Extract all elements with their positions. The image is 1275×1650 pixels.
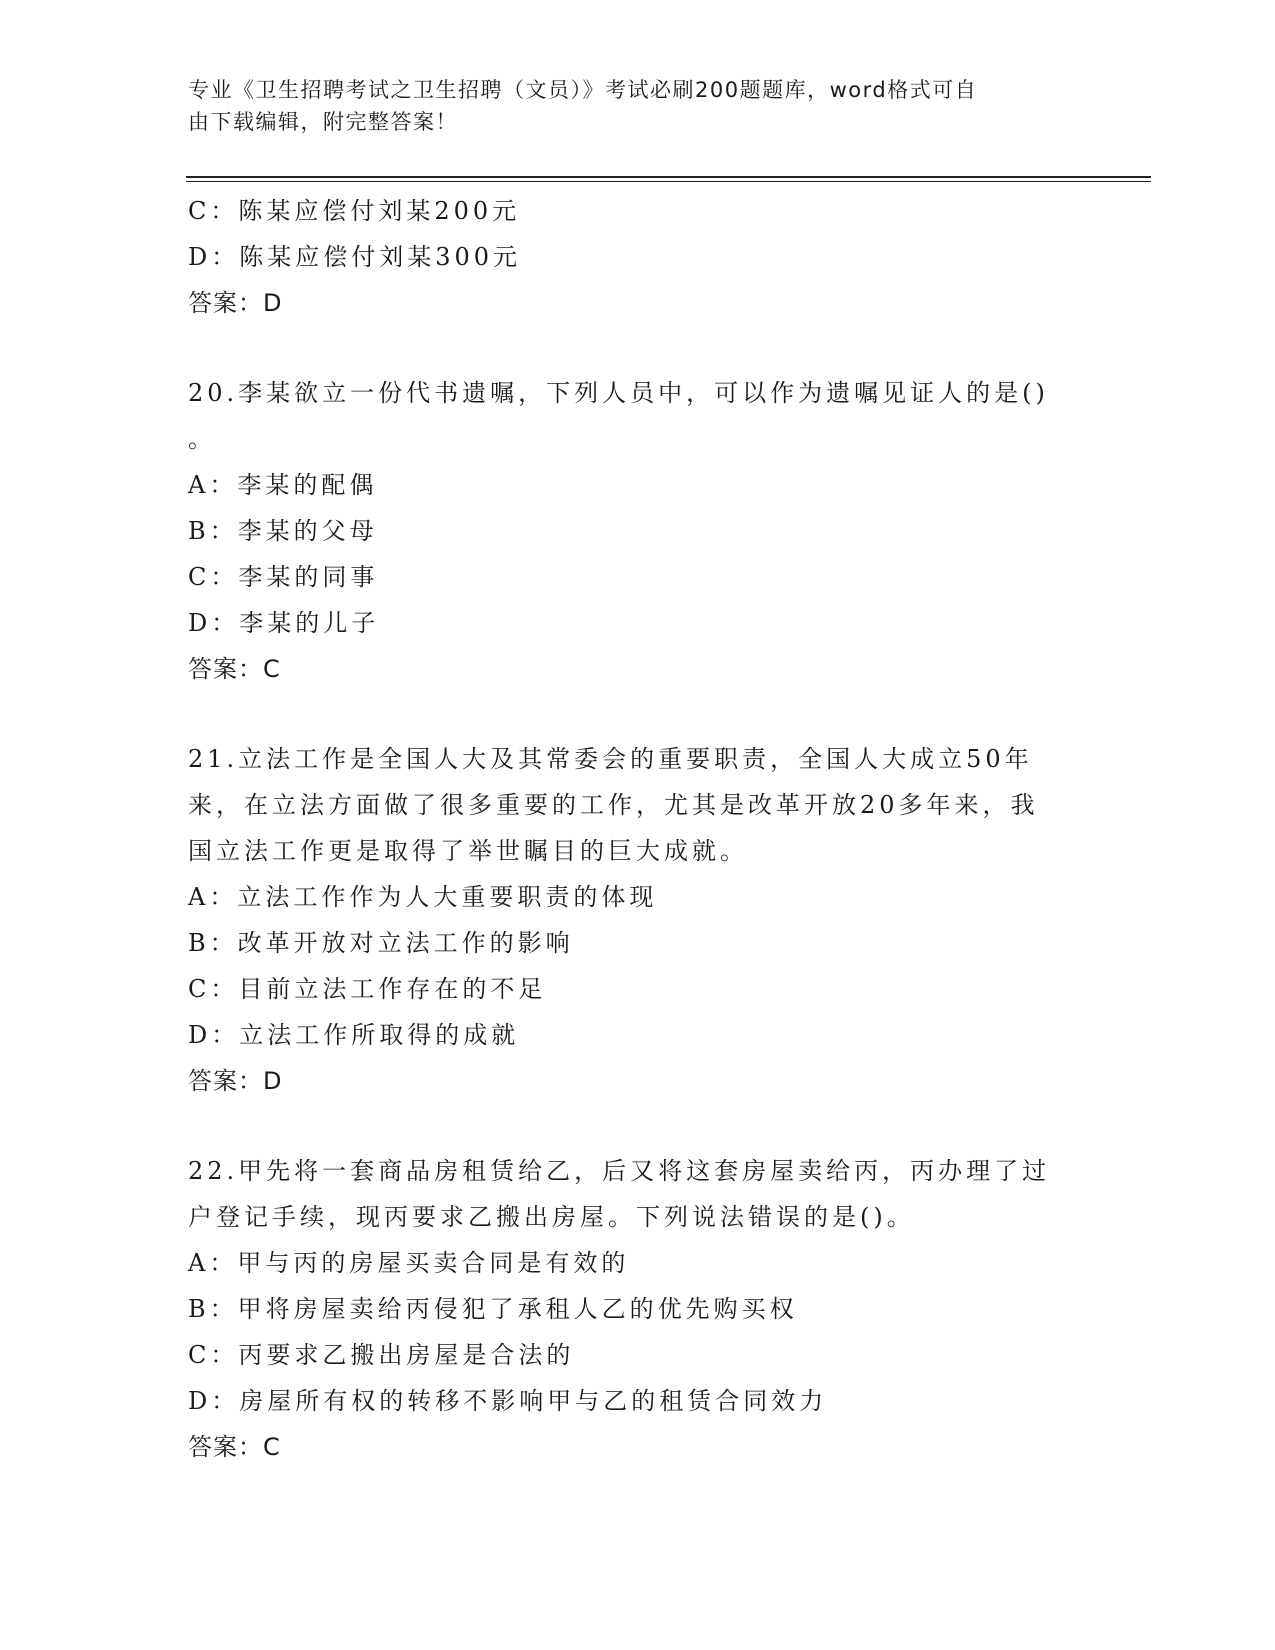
prev-question — [188, 188, 1088, 326]
question-text: 来，在立法方面做了很多重要的工作，尤其是改革开放20多年来，我 — [188, 791, 1039, 819]
answer: 答案：D — [188, 289, 283, 317]
option-d: D：房屋所有权的转移不影响甲与乙的租赁合同效力 — [188, 1387, 828, 1415]
header-divider-bottom — [186, 181, 1151, 182]
question-text: 户登记手续，现丙要求乙搬出房屋。下列说法错误的是()。 — [188, 1203, 915, 1231]
option-c: C：李某的同事 — [188, 563, 379, 591]
option-b: B：改革开放对立法工作的影响 — [188, 929, 574, 957]
header-line-2: 由下载编辑，附完整答案！ — [188, 110, 458, 134]
header-divider-top — [186, 176, 1151, 178]
option-d: D：李某的儿子 — [188, 609, 380, 637]
question-text: 。 — [188, 425, 216, 453]
option-a: A：立法工作作为人大重要职责的体现 — [188, 883, 658, 911]
option-d: D：陈某应偿付刘某300元 — [188, 243, 522, 271]
question-text: 21.立法工作是全国人大及其常委会的重要职责，全国人大成立50年 — [188, 745, 1033, 773]
option-a: A：李某的配偶 — [188, 471, 378, 499]
question-text: 22.甲先将一套商品房租赁给乙，后又将这套房屋卖给丙，丙办理了过 — [188, 1157, 1051, 1185]
option-b: B：甲将房屋卖给丙侵犯了承租人乙的优先购买权 — [188, 1295, 798, 1323]
document-header — [188, 74, 1068, 138]
question-text: 国立法工作更是取得了举世瞩目的巨大成就。 — [188, 837, 748, 865]
question-text: 20.李某欲立一份代书遗嘱，下列人员中，可以作为遗嘱见证人的是() — [188, 379, 1049, 407]
answer: 答案：C — [188, 655, 281, 683]
question-20 — [188, 370, 1088, 692]
answer: 答案：C — [188, 1433, 281, 1461]
option-a: A：甲与丙的房屋买卖合同是有效的 — [188, 1249, 630, 1277]
option-d: D：立法工作所取得的成就 — [188, 1021, 520, 1049]
option-c: C：丙要求乙搬出房屋是合法的 — [188, 1341, 575, 1369]
option-c: C：陈某应偿付刘某200元 — [188, 197, 521, 225]
answer: 答案：D — [188, 1067, 283, 1095]
header-line-1: 专业《卫生招聘考试之卫生招聘（文员）》考试必刷200题题库，word格式可自 — [188, 78, 978, 102]
option-c: C：目前立法工作存在的不足 — [188, 975, 547, 1003]
question-21 — [188, 736, 1088, 1104]
question-content — [188, 188, 1088, 1470]
option-b: B：李某的父母 — [188, 517, 378, 545]
question-22 — [188, 1148, 1088, 1470]
